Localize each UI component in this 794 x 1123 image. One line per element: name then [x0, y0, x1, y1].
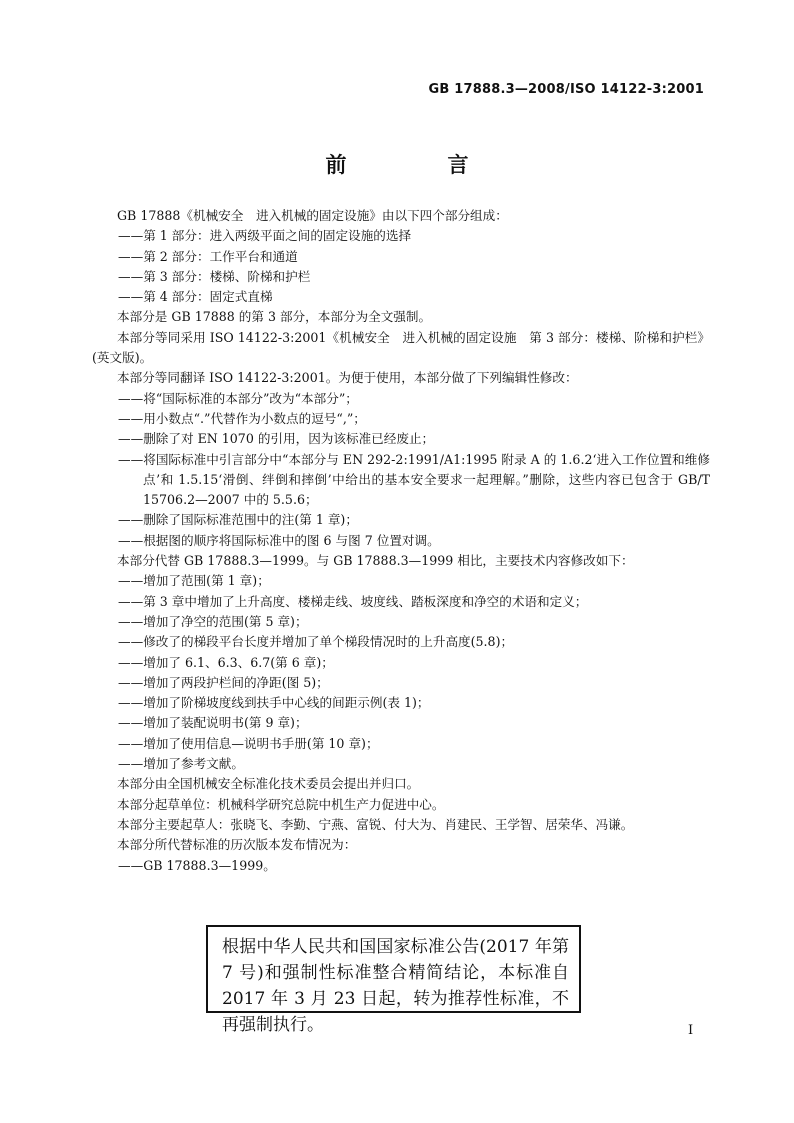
list-item: ——增加了 6.1、6.3、6.7(第 6 章)；	[118, 654, 334, 670]
list-item: ——修改了的梯段平台长度并增加了单个梯段情况时的上升高度(5.8)；	[118, 634, 514, 650]
page-title: 前 言	[325, 153, 509, 177]
list-item: ——第 3 部分：楼梯、阶梯和护栏	[118, 268, 311, 284]
paragraph: 本部分由全国机械安全标准化技术委员会提出并归口。	[117, 776, 420, 792]
list-item: ——GB 17888.3—1999。	[118, 857, 276, 873]
paragraph: 本部分等同翻译 ISO 14122-3:2001。为便于使用，本部分做了下列编辑性修改：	[117, 370, 578, 386]
foreword-body	[92, 206, 710, 876]
paragraph: 本部分等同采用 ISO 14122-3:2001《机械安全 进入机械的固定设施 第 3 部分：楼梯、阶梯和护栏》(英文版)。	[92, 329, 710, 366]
list-item: ——第 2 部分：工作平台和通道	[118, 248, 298, 264]
paragraph: 本部分主要起草人：张晓飞、李勤、宁燕、富锐、付大为、肖建民、王学智、居荣华、冯谦。	[117, 816, 634, 832]
list-item: ——增加了两段护栏间的净距(图 5)；	[118, 674, 329, 690]
list-item: ——增加了参考文献。	[118, 756, 244, 772]
list-item: ——将“国际标准的本部分”改为“本部分”；	[118, 390, 358, 406]
page-number: I	[688, 1023, 694, 1038]
list-item: ——第 1 部分：进入两级平面之间的固定设施的选择	[118, 228, 412, 244]
list-item: ——增加了净空的范围(第 5 章)；	[118, 613, 308, 629]
paragraph: 本部分所代替标准的历次版本发布情况为：	[117, 837, 357, 853]
list-item: ——根据图的顺序将国际标准中的图 6 与图 7 位置对调。	[118, 532, 440, 548]
list-item: ——增加了阶梯坡度线到扶手中心线的间距示例(表 1)；	[118, 695, 430, 711]
paragraph: GB 17888《机械安全 进入机械的固定设施》由以下四个部分组成：	[117, 208, 508, 223]
list-item: ——用小数点“.”代替作为小数点的逗号“,”；	[118, 410, 366, 426]
list-item: ——增加了使用信息—说明书手册(第 10 章)；	[118, 735, 379, 751]
list-item: ——删除了国际标准范围中的注(第 1 章)；	[118, 512, 358, 528]
list-item: ——第 4 部分：固定式直梯	[118, 289, 273, 305]
list-item: ——增加了范围(第 1 章)；	[118, 573, 270, 589]
paragraph: 本部分代替 GB 17888.3—1999。与 GB 17888.3—1999 相比，主要技术内容修改如下：	[117, 553, 634, 569]
list-item: ——第 3 章中增加了上升高度、楼梯走线、坡度线、踏板深度和净空的术语和定义；	[118, 593, 588, 609]
list-item: ——删除了对 EN 1070 的引用，因为该标准已经废止；	[118, 431, 435, 447]
paragraph: 本部分起草单位：机械科学研究总院中机生产力促进中心。	[117, 796, 445, 812]
list-item: ——增加了装配说明书(第 9 章)；	[118, 715, 308, 731]
paragraph: 本部分是 GB 17888 的第 3 部分，本部分为全文强制。	[117, 309, 432, 325]
list-item: ——将国际标准中引言部分中“本部分与 EN 292-2:1991/A1:1995 附录 A 的 1.6.2‘进入工作位置和维修点’和 1.5.15‘滑倒、绊倒和摔倒’中给出的基本安全要求一起理解。”删除，这些内容已包含于 GB/T 15706.2—2007 中的 5.5.6；	[118, 451, 710, 508]
standard-code-header: GB 17888.3—2008/ISO 14122-3:2001	[428, 82, 704, 97]
notice-box: 根据中华人民共和国国家标准公告(2017 年第 7 号)和强制性标准整合精简结论，本标准自 2017 年 3 月 23 日起，转为推荐性标准，不再强制执行。	[206, 925, 581, 1013]
